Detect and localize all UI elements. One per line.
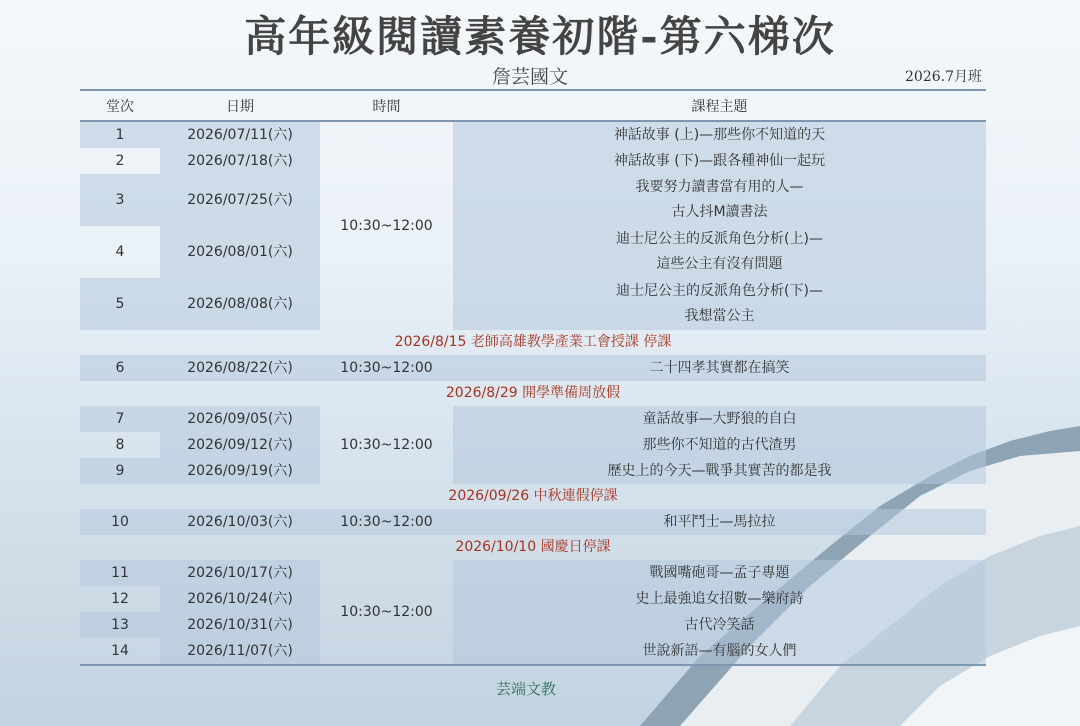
table-row: [80, 432, 986, 458]
table-row: [80, 612, 986, 638]
topic-line: 迪士尼公主的反派角色分析(上)—: [616, 231, 823, 247]
notice-text: 2026/09/26 中秋連假停課: [448, 488, 618, 504]
table-row: [80, 355, 986, 381]
schedule-table: [80, 89, 986, 666]
header-topic: 課程主題: [453, 90, 986, 121]
notice-row: [80, 330, 986, 355]
table-row: [80, 174, 986, 226]
lesson-date: 2026/09/12(六): [160, 432, 320, 458]
topic-line: 古人抖M讀書法: [671, 204, 768, 220]
lesson-topic: 神話故事 (下)—跟各種神仙一起玩: [453, 148, 986, 174]
lesson-number: 10: [80, 509, 160, 535]
lesson-number: 2: [115, 152, 125, 169]
topic-line: 這些公主有沒有問題: [656, 256, 783, 272]
notice-row: [80, 535, 986, 560]
lesson-topic: 古代冷笑話: [453, 612, 986, 638]
lesson-topic: 神話故事 (上)—那些你不知道的天: [453, 121, 986, 148]
lesson-topic: [453, 278, 986, 330]
teacher-name: 詹芸國文: [491, 66, 568, 88]
table-row: [80, 458, 986, 484]
class-name: 2026.7月班: [905, 69, 982, 85]
page-title: 高年級閱讀素養初階-第六梯次: [244, 12, 836, 61]
table-row: [80, 406, 986, 432]
lesson-date: 2026/08/22(六): [160, 355, 320, 381]
lesson-topic: 世說新語—有腦的女人們: [453, 638, 986, 665]
notice-row: [80, 484, 986, 509]
lesson-time: 10:30~12:00: [320, 355, 453, 381]
lesson-number: 3: [80, 174, 160, 226]
lesson-number: 5: [80, 278, 160, 330]
lesson-topic: 童話故事—大野狼的自白: [453, 406, 986, 432]
lesson-number: 7: [80, 406, 160, 432]
header-date: 日期: [160, 90, 320, 121]
topic-line: 我要努力讀書當有用的人—: [635, 179, 804, 195]
lesson-number: 6: [80, 355, 160, 381]
lesson-date: 2026/10/17(六): [160, 560, 320, 586]
table-row: [80, 121, 986, 148]
lesson-time: 10:30~12:00: [320, 509, 453, 535]
lesson-number: 11: [80, 560, 160, 586]
footer-brand: 芸端文教: [496, 680, 557, 698]
lesson-topic: [453, 226, 986, 278]
lesson-topic: 歷史上的今天—戰爭其實苦的都是我: [453, 458, 986, 484]
lesson-topic: 二十四孝其實都在搞笑: [453, 355, 986, 381]
lesson-topic: 戰國嘴砲哥—孟子專題: [453, 560, 986, 586]
lesson-number: 8: [115, 436, 125, 453]
lesson-time: 10:30~12:00: [340, 217, 433, 234]
lesson-number: 13: [80, 612, 160, 638]
lesson-date: 2026/07/25(六): [160, 174, 320, 226]
notice-row: [80, 381, 986, 406]
lesson-date: 2026/09/05(六): [160, 406, 320, 432]
lesson-topic: [453, 174, 986, 226]
lesson-date: 2026/08/01(六): [160, 226, 320, 278]
topic-line: 我想當公主: [684, 308, 755, 324]
lesson-time: 10:30~12:00: [340, 603, 433, 620]
lesson-date: 2026/10/24(六): [160, 586, 320, 612]
table-row: [80, 586, 986, 612]
lesson-number: 12: [111, 590, 129, 607]
notice-text: 2026/10/10 國慶日停課: [455, 539, 611, 555]
lesson-time: 10:30~12:00: [340, 436, 433, 453]
lesson-date: 2026/10/31(六): [160, 612, 320, 638]
lesson-date: 2026/11/07(六): [160, 638, 320, 665]
table-header-row: [80, 90, 986, 121]
lesson-topic: 那些你不知道的古代渣男: [453, 432, 986, 458]
header-time: 時間: [320, 90, 453, 121]
table-row: [80, 226, 986, 278]
table-row: [80, 278, 986, 330]
lesson-topic: 史上最強追女招數—樂府詩: [453, 586, 986, 612]
lesson-number: 14: [111, 642, 129, 659]
table-row: [80, 560, 986, 586]
topic-line: 迪士尼公主的反派角色分析(下)—: [616, 283, 823, 299]
table-row: [80, 148, 986, 174]
lesson-date: 2026/07/11(六): [160, 121, 320, 148]
lesson-date: 2026/10/03(六): [160, 509, 320, 535]
notice-text: 2026/8/29 開學準備周放假: [445, 385, 621, 401]
lesson-number: 4: [115, 243, 125, 260]
notice-text: 2026/8/15 老師高雄教學產業工會授課 停課: [394, 334, 672, 350]
lesson-date: 2026/08/08(六): [160, 278, 320, 330]
lesson-date: 2026/07/18(六): [160, 148, 320, 174]
lesson-number: 1: [80, 121, 160, 148]
lesson-number: 9: [80, 458, 160, 484]
lesson-topic: 和平鬥士—馬拉拉: [453, 509, 986, 535]
table-row: [80, 509, 986, 535]
header-lesson-number: 堂次: [80, 90, 160, 121]
lesson-date: 2026/09/19(六): [160, 458, 320, 484]
table-row: [80, 638, 986, 665]
